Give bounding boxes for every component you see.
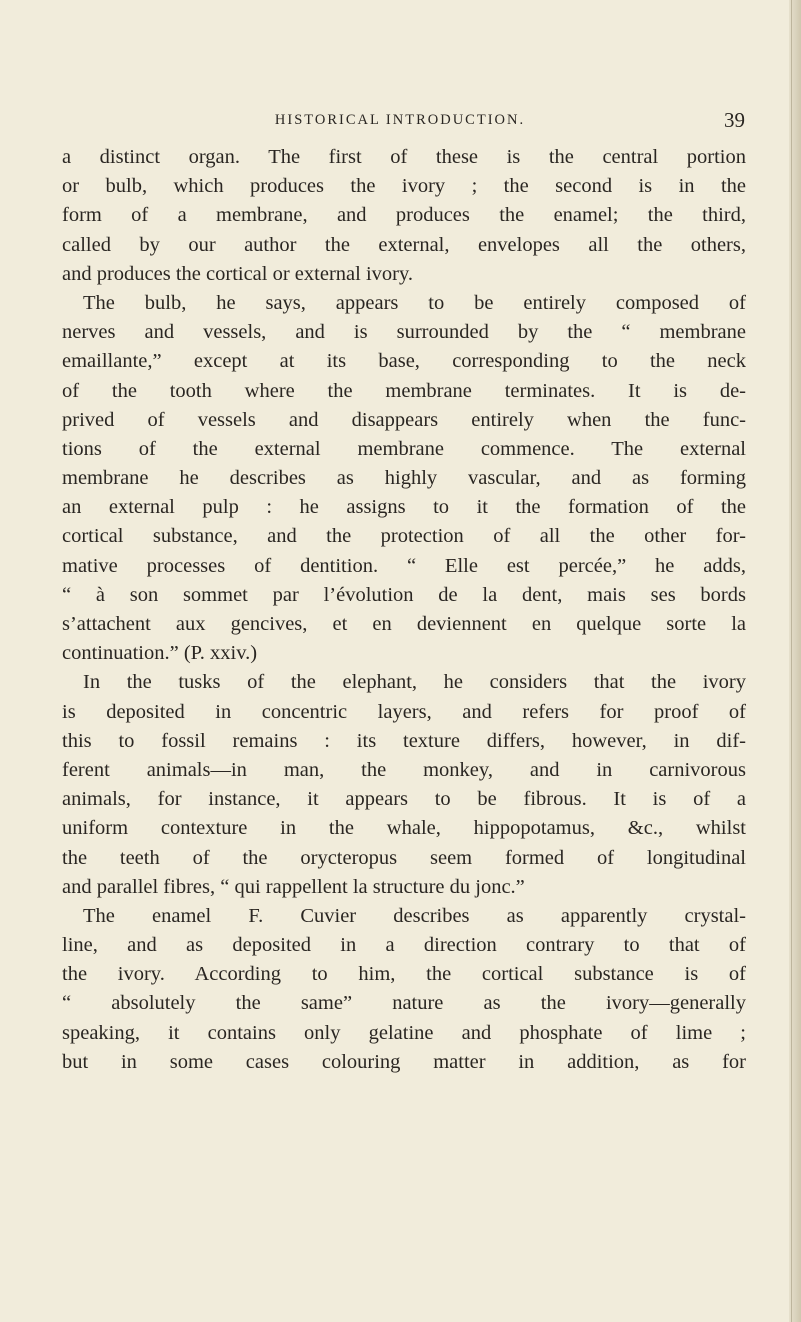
text-line: prived of vessels and disappears entirely when the func- xyxy=(62,408,746,431)
text-line: of the tooth where the membrane terminates. It is de- xyxy=(62,379,746,402)
text-line: emaillante,” except at its base, corresponding to the neck xyxy=(62,350,746,373)
text-line: form of a membrane, and produces the enamel; the third, xyxy=(62,204,746,227)
text-line: nerves and vessels, and is surrounded by the “ membrane xyxy=(62,321,746,344)
text-line: The bulb, he says, appears to be entirely composed of xyxy=(83,291,746,314)
text-line: ferent animals—in man, the monkey, and in carnivorous xyxy=(62,758,746,781)
text-line: “ à son sommet par l’évolution de la dent, mais ses bords xyxy=(62,583,746,606)
text-line: and parallel fibres, “ qui rappellent la structure du jonc.” xyxy=(62,875,525,898)
text-line: the ivory. According to him, the cortical substance is of xyxy=(62,963,746,986)
body-text xyxy=(62,143,746,1077)
text-line: but in some cases colouring matter in addition, as for xyxy=(62,1050,746,1073)
text-line: cortical substance, and the protection of all the other for- xyxy=(62,525,746,548)
text-line: or bulb, which produces the ivory ; the second is in the xyxy=(62,175,746,198)
page-number: 39 xyxy=(724,108,745,132)
text-line: the teeth of the orycteropus seem formed of longitudinal xyxy=(62,846,746,869)
text-line: this to fossil remains : its texture differs, however, in dif- xyxy=(62,729,746,752)
text-line: s’attachent aux gencives, et en deviennent en quelque sorte la xyxy=(62,613,746,635)
text-line: and produces the cortical or external ivory. xyxy=(62,262,414,285)
text-line: called by our author the external, envelopes all the others, xyxy=(62,233,746,256)
text-line: line, and as deposited in a direction contrary to that of xyxy=(62,934,746,957)
text-line: an external pulp : he assigns to it the formation of the xyxy=(62,496,746,519)
text-line: The enamel F. Cuvier describes as apparently crystal- xyxy=(83,904,746,927)
text-line: continuation.” (P. xxiv.) xyxy=(62,642,258,665)
text-line: speaking, it contains only gelatine and phosphate of lime ; xyxy=(62,1021,746,1044)
text-line: uniform contexture in the whale, hippopotamus, &c., whilst xyxy=(62,817,746,840)
text-line: tions of the external membrane commence. The external xyxy=(62,437,746,460)
text-line: is deposited in concentric layers, and refers for proof of xyxy=(62,700,746,723)
running-head: HISTORICAL INTRODUCTION. xyxy=(274,112,526,128)
text-line: mative processes of dentition. “ Elle est percée,” he adds, xyxy=(62,554,746,577)
page-header xyxy=(55,108,745,134)
page-edge-line xyxy=(791,0,792,1322)
text-line: In the tusks of the elephant, he considers that the ivory xyxy=(83,671,746,694)
text-line: membrane he describes as highly vascular, and as forming xyxy=(62,467,746,490)
text-line: “ absolutely the same” nature as the ivory—generally xyxy=(62,992,746,1015)
text-line: animals, for instance, it appears to be fibrous. It is of a xyxy=(62,788,746,811)
text-line: a distinct organ. The first of these is the central portion xyxy=(62,146,746,168)
